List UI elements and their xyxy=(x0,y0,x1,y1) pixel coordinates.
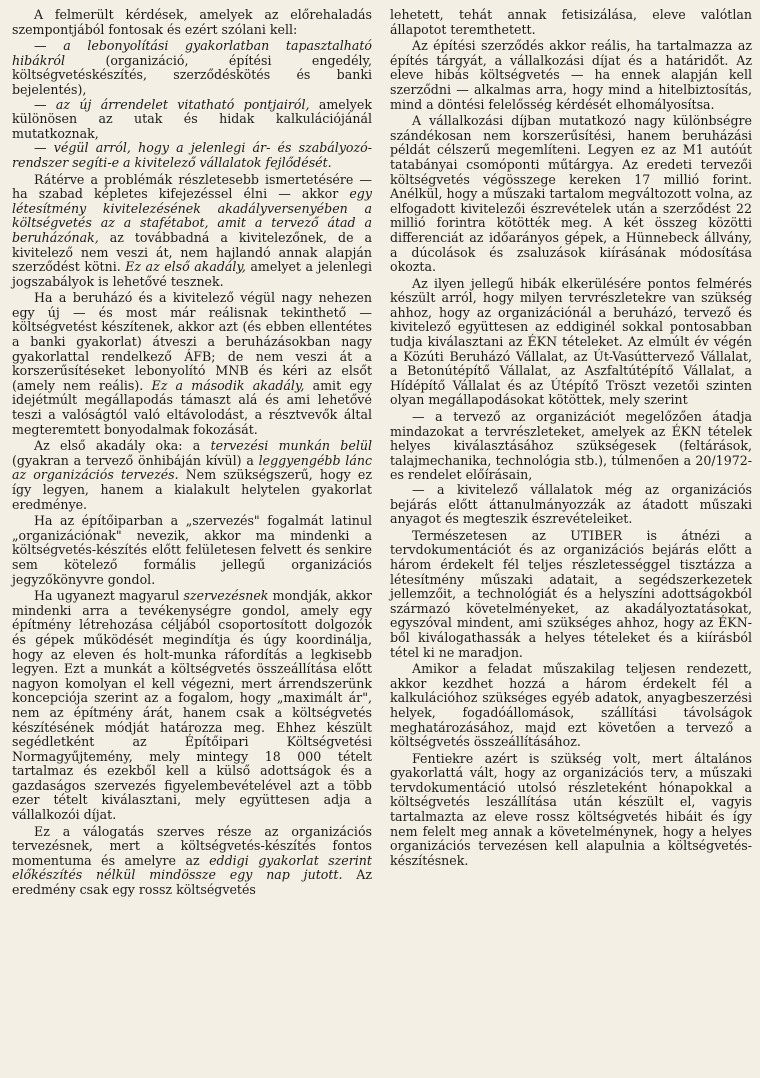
topic-item-2-emphasis: — az új árrendelet vitatható pontjairól, xyxy=(34,96,310,112)
paragraph-emphasis: tervezési munkán belül xyxy=(210,438,372,454)
paragraph-utiber: Természetesen az UTIBER is átnézi a tervdokumentációt és az organizációs bejárás előtt a három érdekelt fél teljes részletességgel tisztázza a létesítmény műszaki adatait, a segédszerkezetek jellemzőit, a technológiát és a helyszíni adottságokból származó követelményeket, az akadályoztatásokat, egyszóval mindent, ami szükséges ahhoz, hogy az ÉKN-ből kiválogathassák a helyes tételeket és a kiírásból tétel ki ne maradjon. xyxy=(390,527,752,660)
paragraph-first-obstacle-cause xyxy=(12,439,372,512)
paragraph-text: Ha a beruházó és a kivitelező végül nagy nehezen egy új — és most már reálisnak tekinthető — költségvetést készítenek, akkor azt (és ebben ellentétes a banki gyakorlat) átveszi a beruházásokban nagy gyakorlattal rendelkező ÁFB; de nem veszi át a korszerűsítéseket lebonyolító MNB és kéri az elsőt (amely nem reális). xyxy=(12,290,372,393)
topic-item-3 xyxy=(12,141,372,170)
left-column xyxy=(12,8,372,1078)
paragraph-szervezes xyxy=(12,589,372,823)
paragraph-text: (gyakran a tervező önhibáján kívül) a xyxy=(12,452,259,468)
paragraph-text: mondják, akkor mindenki arra a tevékenységre gondol, amely egy építmény létrehozása céljából csoportosított dolgozók és gépek működését megindítja és úgy koordinálja, hogy az eleven és holt-munka ráfordítás a legkisebb legyen. Ezt a munkát a költségvetés összeállítása előtt nagyon komolyan el kell végezni, mert árrendszerünk koncepciója szerint az a fogalom, hogy „maximált ár", nem az építmény árát, hanem csak a költségvetés készítésének módját határozza meg. Ehhez készült segédletként az Építőipari Költségvetési Normagyűjtemény, mely mintegy 18 000 tételt tartalmaz és ezekből kell a külső adottságok és a gazdaságos szervezés figyelembevételével azt a több ezer tételt kiválasztani, mely együttesen adja a vállalkozói díjat. xyxy=(12,588,372,823)
paragraph-emphasis: szervezésnek xyxy=(183,588,269,604)
paragraph-text: az továbbadná a kivitelezőnek, de a kivitelező nem veszi át, nem hajlandó annak alapján szerződést kötni. xyxy=(12,229,372,275)
paragraph-organization-term: Ha az építőiparban a „szervezés" fogalmát latinul „organizációnak" nevezik, akkor ma mindenki a költségvetés-készítés előtt felületesen felvett és senkire sem kötelező formális jellegű organizációs jegyzőkönyvre gondol. xyxy=(12,513,372,587)
paragraph-emphasis: Ez a második akadály, xyxy=(151,377,305,393)
topic-item-1-text: (organizáció, építési engedély, költségvetéskészítés, szerződéskötés és banki bejelentés), xyxy=(12,52,372,97)
paragraph-selection xyxy=(12,825,372,898)
agreement-list xyxy=(390,410,752,527)
paragraph-text: Nem szükségszerű, hogy ez így legyen, hanem a kialakult helytelen gyakorlat eredménye. xyxy=(12,467,373,512)
paragraph-second-obstacle xyxy=(12,291,372,437)
paragraph-text: amelyet a jelenlegi jogszabályok is lehetővé tesznek. xyxy=(12,259,372,289)
paragraph-emphasis: leggyengébb lánc az organizációs tervezés. xyxy=(12,452,373,483)
paragraph-emphasis: Ez az első akadály, xyxy=(125,259,246,275)
paragraph-text: Ez a válogatás szerves része az organizációs tervezésnek, mert a költségvetés-készítés fontos momentuma és amelyre az xyxy=(12,823,372,868)
paragraph-calculation: Amikor a feladat műszakilag teljesen rendezett, akkor kezdhet hozzá a három érdekelt fél a kalkulációhoz szükséges egyéb adatok, anyagbeszerzési helyek, fogadóállomások, szállítási távolságok meghatározásához, majd ezt követően a tervező a költségvetés összeállításához. xyxy=(390,661,752,750)
paragraph-continuation: lehetett, tehát annak fetisizálása, eleve valótlan állapotot teremthetett. xyxy=(390,7,752,37)
topic-list xyxy=(12,39,372,170)
paragraph-conclusion: Fentiekre azért is szükség volt, mert általános gyakorlattá vált, hogy az organizációs terv, a műszaki tervdokumentáció utolsó részleteként hónapokkal a költségvetés leszállítása után készült el, vagyis tartalmazta az eleve rossz költségvetés hibáit és így nem felelt meg annak a követelménynek, hogy a helyes organizációs tervezésen kell alapulnia a költségvetés-készítésnek. xyxy=(390,750,752,868)
topic-item-1 xyxy=(12,39,372,97)
topic-item-2-text: amelyek különösen az utak és hidak kalkulációjánál mutatkoznak, xyxy=(12,96,372,141)
agreement-item-2: — a kivitelező vállalatok még az organizációs bejárás előtt áttanulmányozzák az átadott műszaki anyagot és megteszik észrevételeiket. xyxy=(390,482,752,527)
topic-item-1-emphasis: — a lebonyolítási gyakorlatban tapasztalható hibákról xyxy=(12,38,372,68)
agreement-item-1: — a tervező az organizációt megelőzően átadja mindazokat a tervrészleteket, amelyek az ÉKN tételek helyes kiválasztásához szükségesek (feltárások, talajmechanika, technológia stb.), túlmenően a 20/1972-es rendelet előírásain, xyxy=(390,409,752,483)
paragraph-survey: Az ilyen jellegű hibák elkerülésére pontos felmérés készült arról, hogy milyen tervrészletekre van szükség ahhoz, hogy az organizációnál a beruházó, tervező és kivitelező együttesen az eddiginél sokkal pontosabban tudja kiválasztani az ÉKN tételeket. Az elmúlt év végén a Közúti Beruházó Vállalat, az Út-Vasúttervező Vállalat, a Betonútépítő Vállalat, az Aszfaltútépítő Vállalat, a Hídépítő Vállalat és az Útépítő Tröszt vezetői szinten olyan megállapodásokat kötöttek, mely szerint xyxy=(390,275,752,408)
paragraph-text: Az első akadály oka: a xyxy=(34,438,211,454)
paragraph-contract: Az építési szerződés akkor reális, ha tartalmazza az építés tárgyát, a vállalkozási díjat és a határidőt. Az eleve hibás költségvetés — ha ennek alapján kell szerződni — alkalmas arra, hogy mind a hitelbiztosítás, mind a döntési felelősség kérdését elhomályosítsa. xyxy=(390,38,752,112)
paragraph-emphasis: egy létesítmény kivitelezésének akadályversenyében a költségvetés az a stafétabot, amit a tervező átad a beruházónak, xyxy=(12,186,372,245)
paragraph-text: Ha ugyanezt magyarul xyxy=(34,588,184,604)
intro-paragraph: A felmerült kérdések, amelyek az előrehaladás szempontjából fontosak és ezért szólani kell: xyxy=(12,7,372,37)
topic-item-2 xyxy=(12,98,372,142)
topic-item-3-emphasis: — végül arról, hogy a jelenlegi ár- és szabályozó-rendszer segíti-e a kivitelező vállalatok fejlődését. xyxy=(12,140,372,170)
right-column xyxy=(390,8,752,1078)
paragraph-emphasis: eddigi gyakorlat szerint előkészítés nélkül mindössze egy nap jutott. xyxy=(12,852,372,883)
paragraph-text: Az eredmény csak egy rossz költségvetés xyxy=(12,867,373,898)
paragraph-text: Rátérve a problémák részletesebb ismertetésére — ha szabad képletes kifejezéssel élni — akkor xyxy=(12,171,372,202)
paragraph-text: amit egy idejétmúlt megállapodás támaszt alá és ami lehetővé teszi a valóságtól való eltávolodást, a résztvevők által megteremtett bonyodalmak fokozását. xyxy=(12,377,372,437)
paragraph-relay-metaphor xyxy=(12,173,372,290)
paragraph-m1-example: A vállalkozási díjban mutatkozó nagy különbségre szándékosan nem korszerűsítési, hanem beruházási példát célszerű megemlíteni. Legyen ez az M1 autóút tatabányai csomóponti műtárgya. Az eredeti tervezői költségvetés végösszege kereken 17 millió forint. Anélkül, hogy a műszaki tartalom megváltozott volna, az elfogadott kivitelezői észrevételek után a szerződést 22 millió forintra kötötték meg. A két összeg közötti differenciát az időarányos gépek, a Hünnebeck állvány, a dúcolások és zsaluzások kiírásának módosítása okozta. xyxy=(390,113,752,275)
